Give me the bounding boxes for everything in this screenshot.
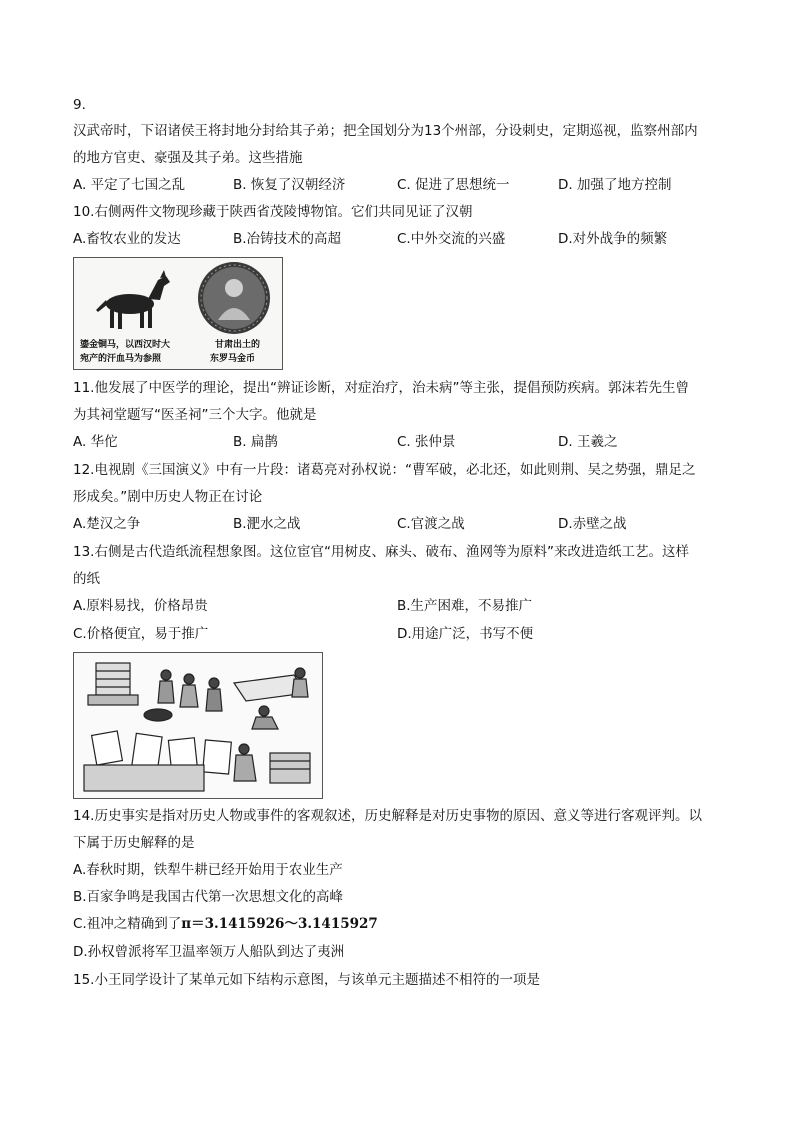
q12-option-b: B.淝水之战 bbox=[233, 516, 301, 532]
q10-option-b: B.冶铸技术的高超 bbox=[233, 231, 342, 247]
coin-caption-line2: 东罗马金币 bbox=[210, 354, 256, 364]
q9-stem-line1: 汉武帝时，下诏诸侯王将封地分封给其子弟；把全国划分为13个州部，分设刺史，定期巡视，监察州部内 bbox=[73, 123, 698, 139]
q14-stem-line2: 下属于历史解释的是 bbox=[73, 835, 195, 851]
q14-option-d: D.孙权曾派将军卫温率领万人船队到达了夷洲 bbox=[73, 944, 345, 960]
horse-caption-line1: 鎏金铜马，以西汉时大 bbox=[80, 340, 171, 350]
q12-stem-line2: 形成矣。”剧中历史人物正在讨论 bbox=[73, 489, 263, 505]
q12-option-d: D.赤壁之战 bbox=[558, 516, 627, 532]
q10-option-a: A.畜牧农业的发达 bbox=[73, 231, 181, 247]
q10-stem: 10.右侧两件文物现珍藏于陕西省茂陵博物馆。它们共同见证了汉朝 bbox=[73, 204, 473, 220]
q14-stem-line1: 14.历史事实是指对历史人物或事件的客观叙述，历史解释是对历史事物的原因、意义等进行客观评判。以 bbox=[73, 808, 702, 824]
q11-stem-line1: 11.他发展了中医学的理论，提出“辨证诊断，对症治疗，治未病”等主张，提倡预防疾病。郭沫若先生曾 bbox=[73, 380, 689, 396]
q9-number: 9. bbox=[73, 97, 86, 113]
coin-caption-line1: 甘肃出土的 bbox=[215, 340, 261, 350]
q14-option-b: B.百家争鸣是我国古代第一次思想文化的高峰 bbox=[73, 889, 344, 905]
q11-option-a: A. 华佗 bbox=[73, 434, 118, 450]
q11-option-d: D. 王羲之 bbox=[558, 434, 618, 450]
q11-option-b: B. 扁鹊 bbox=[233, 434, 278, 450]
q14-option-c-pi-range: π＝3.1415926～3.1415927 bbox=[181, 916, 378, 932]
q10-option-d: D.对外战争的频繁 bbox=[558, 231, 668, 247]
papermaking-illustration bbox=[74, 653, 322, 798]
q9-option-c: C. 促进了思想统一 bbox=[397, 177, 510, 193]
q11-option-c: C. 张仲景 bbox=[397, 434, 456, 450]
q11-stem-line2: 为其祠堂题写“医圣祠”三个大字。他就是 bbox=[73, 407, 317, 423]
q13-stem-line2: 的纸 bbox=[73, 571, 100, 587]
horse-caption-line2: 宛产的汗血马为参照 bbox=[80, 354, 162, 364]
q13-option-d: D.用途广泛，书写不便 bbox=[397, 626, 534, 642]
q10-artifacts-figure bbox=[73, 257, 283, 370]
q12-option-a: A.楚汉之争 bbox=[73, 516, 141, 532]
roman-gold-coin-image bbox=[198, 262, 270, 334]
q14-option-c bbox=[73, 915, 378, 933]
q13-stem-line1: 13.右侧是古代造纸流程想象图。这位宦官“用树皮、麻头、破布、渔网等为原料”来改进造纸工艺。这样 bbox=[73, 544, 689, 560]
q14-option-a: A.春秋时期，铁犁牛耕已经开始用于农业生产 bbox=[73, 862, 343, 878]
q15-stem: 15.小王同学设计了某单元如下结构示意图，与该单元主题描述不相符的一项是 bbox=[73, 972, 540, 988]
q9-option-b: B. 恢复了汉朝经济 bbox=[233, 177, 346, 193]
q14-option-c-text: C.祖冲之精确到了 bbox=[73, 916, 182, 932]
q13-option-a: A.原料易找，价格昂贵 bbox=[73, 598, 208, 614]
q9-option-d: D. 加强了地方控制 bbox=[558, 177, 672, 193]
q9-option-a: A. 平定了七国之乱 bbox=[73, 177, 186, 193]
q12-stem-line1: 12.电视剧《三国演义》中有一片段：诸葛亮对孙权说：“曹军破，必北还，如此则荆、吴之势强，鼎足之 bbox=[73, 462, 696, 478]
q13-option-c: C.价格便宜，易于推广 bbox=[73, 626, 209, 642]
q12-option-c: C.官渡之战 bbox=[397, 516, 465, 532]
q13-papermaking-figure bbox=[73, 652, 323, 799]
q9-stem-line2: 的地方官吏、豪强及其子弟。这些措施 bbox=[73, 150, 303, 166]
q13-option-b: B.生产困难，不易推广 bbox=[397, 598, 533, 614]
q10-option-c: C.中外交流的兴盛 bbox=[397, 231, 506, 247]
